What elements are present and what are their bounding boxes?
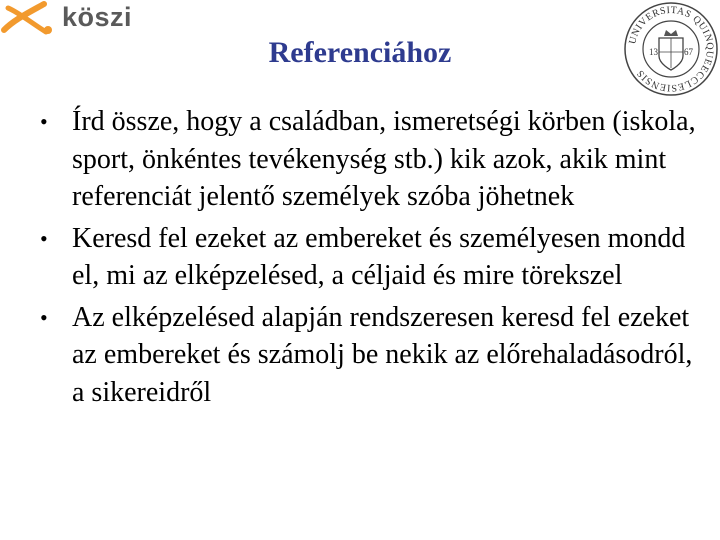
bullet-list [40,103,705,415]
bullet-text: Az elképzelésed alapján rendszeresen keresd fel ezeket az embereket és számolj be nekik az előrehaladásodról, a sikereidről [72,301,693,408]
bullet-text: Keresd fel ezeket az embereket és személyesen mondd el, mi az elképzelésed, a céljaid és mire törekszel [72,222,686,291]
bullet-item [40,220,705,295]
slide-title: Referenciához [268,36,452,69]
koszi-swoosh-icon [0,0,60,40]
bullet-glyph: • [40,225,48,251]
logo-wordmark: köszi [62,2,133,32]
bullet-item [40,299,705,412]
bullet-text: Írd össze, hogy a családban, ismeretségi körben (iskola, sport, önkéntes tevékenység stb.) kik azok, akik mint referenciát jelentő személyek szóba jöhetnek [72,106,696,212]
seal-year-left: 13 [649,47,658,57]
seal-year-right: 67 [684,47,693,57]
seal-ring-text: UNIVERSITAS QUINQUEECCLESIENSIS [627,4,716,94]
bullet-item [40,103,705,216]
bullet-glyph: • [40,304,48,330]
bullet-glyph: • [40,109,48,134]
